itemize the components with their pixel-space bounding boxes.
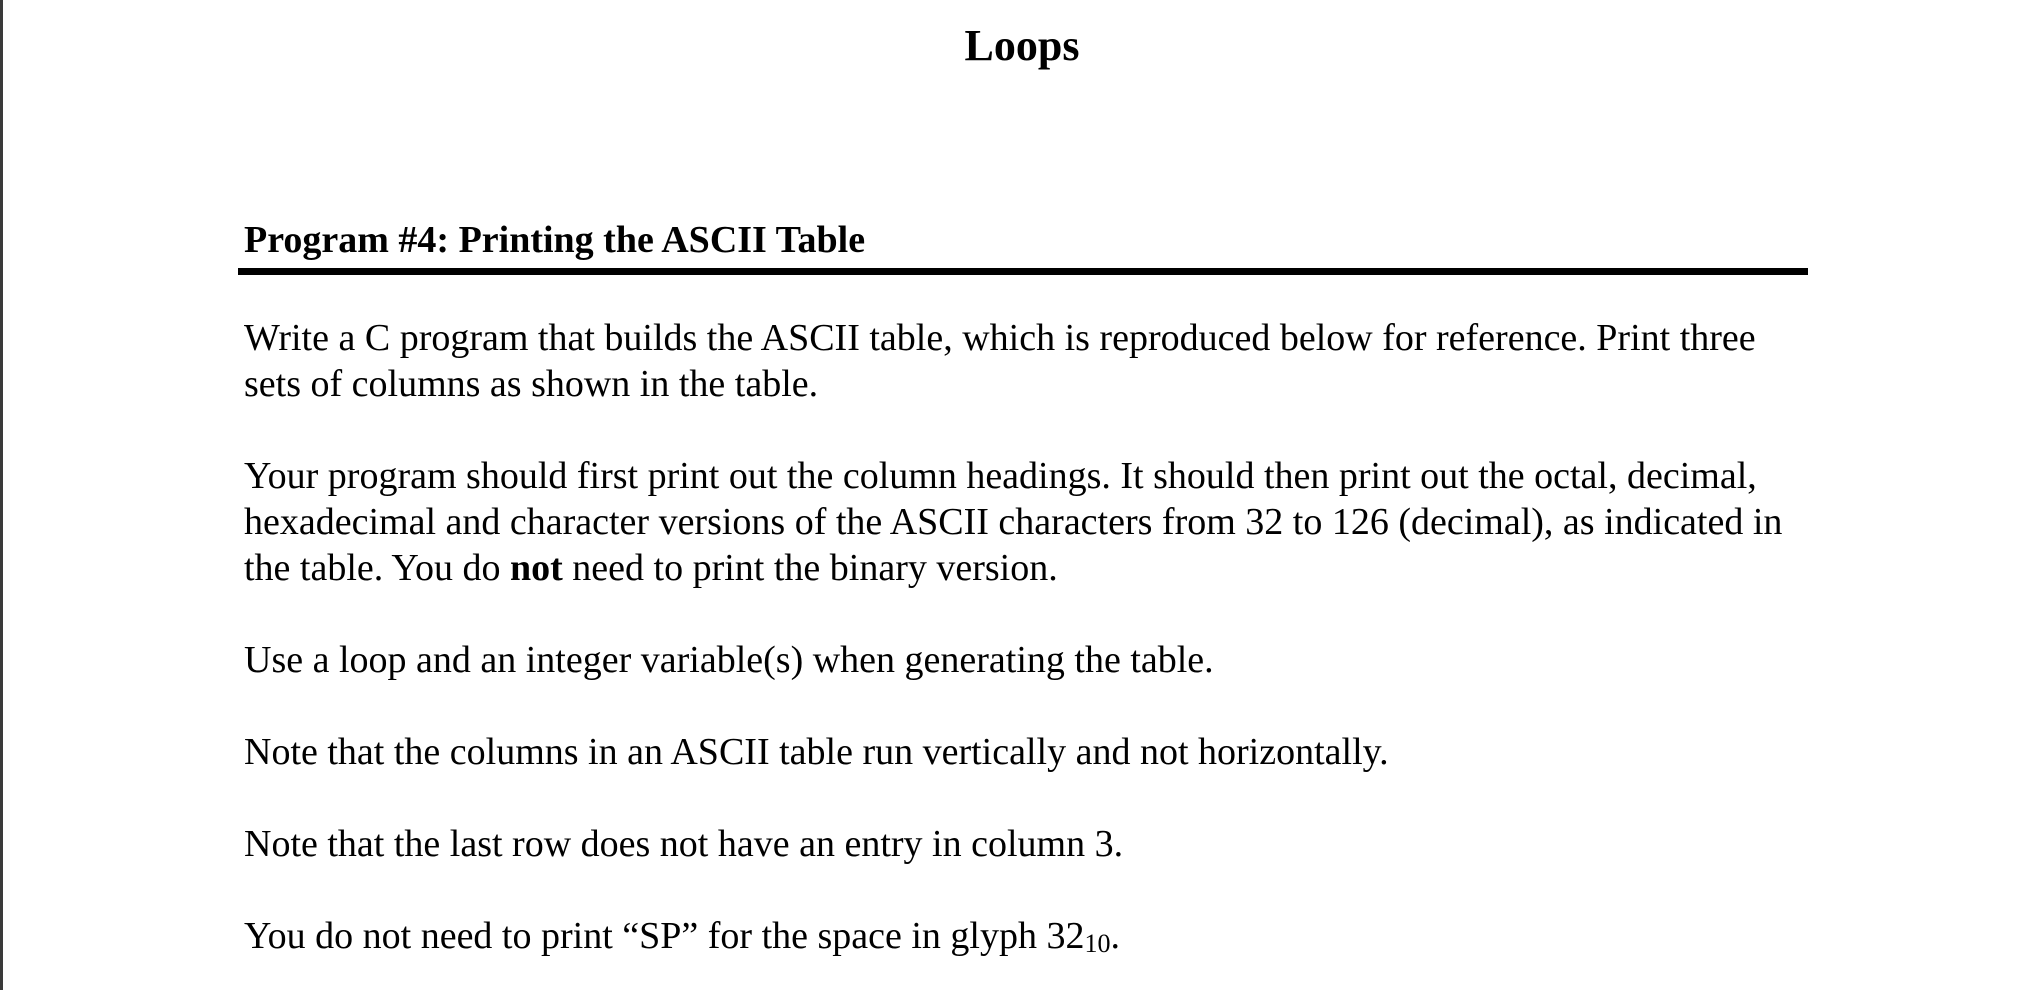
requirements-text-end: need to print the binary version. (562, 547, 1058, 589)
document-title: Loops (964, 21, 1080, 70)
space-note-text: You do not need to print “SP” for the space in glyph 32 (244, 915, 1085, 957)
base-subscript: 10 (1084, 929, 1111, 958)
paragraph-intro: Write a C program that builds the ASCII table, which is reproduced below for reference. Print three sets of columns as shown in the table. (244, 317, 1756, 405)
paragraph-last-row-note: Note that the last row does not have an entry in column 3. (244, 823, 1124, 865)
heading-underline (238, 268, 1808, 275)
section-body (238, 315, 1808, 959)
space-note-period: . (1110, 915, 1120, 957)
paragraph-columns-note: Note that the columns in an ASCII table run vertically and not horizontally. (244, 731, 1389, 773)
section-heading: Program #4: Printing the ASCII Table (244, 219, 866, 261)
requirements-text-start: Your program should first print out the column headings. It should then print out the octal, decimal, hexadecimal and character versions of the ASCII characters from 32 to 126 (decimal), as indicated in the table. You do (244, 455, 1783, 589)
page-left-border (0, 0, 3, 990)
paragraph-space-note (244, 913, 1804, 959)
paragraph-requirements (244, 453, 1804, 591)
program-section (238, 214, 1808, 990)
paragraph-loop-hint: Use a loop and an integer variable(s) when generating the table. (244, 639, 1214, 681)
emphasis-not: not (510, 547, 563, 589)
